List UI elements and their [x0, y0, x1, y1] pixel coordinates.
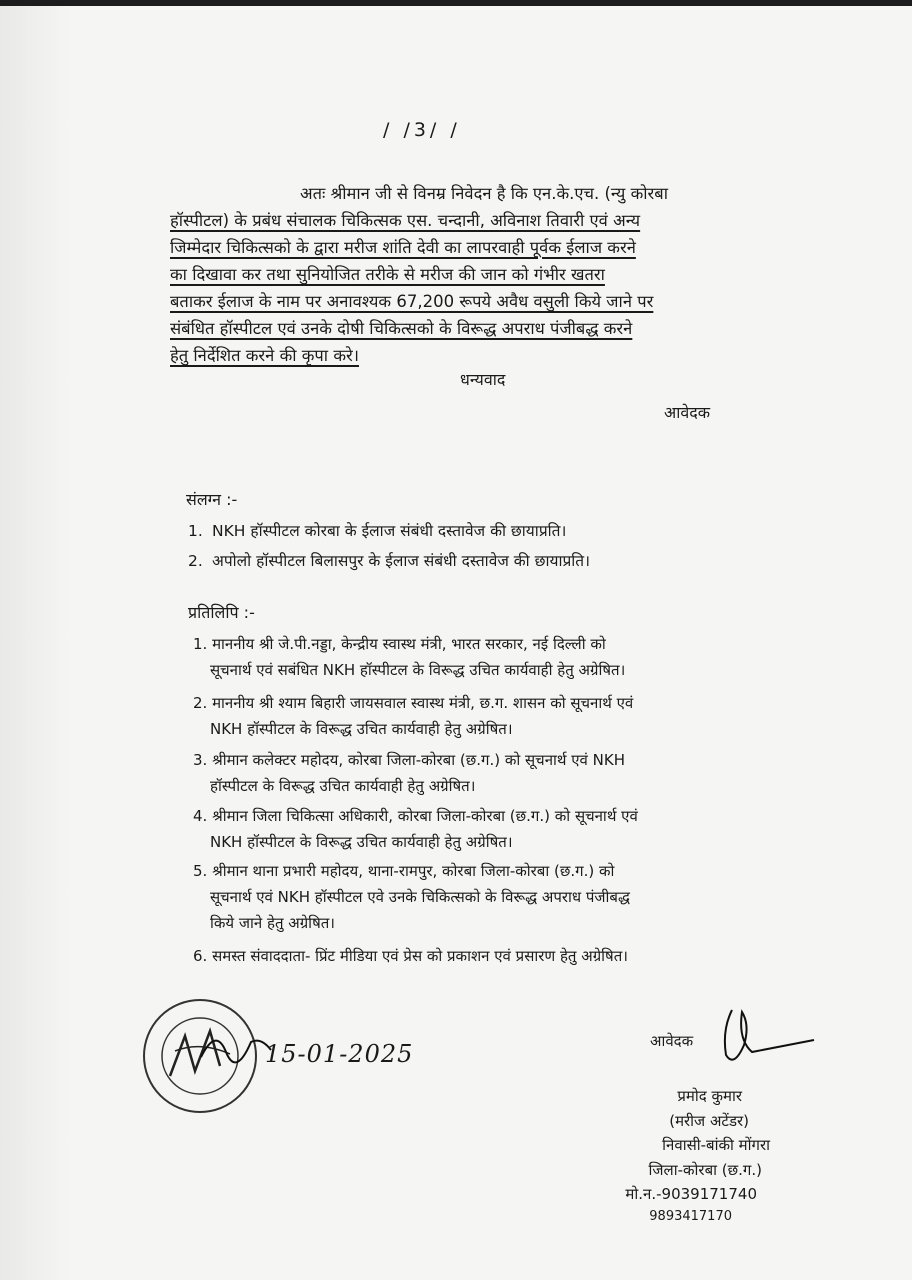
paragraph-line: हेतु निर्देशित करने की कृपा करे।: [170, 346, 359, 365]
attachment-item: 1. NKH हॉस्पीटल कोरबा के ईलाज संबंधी दस्तावेज की छायाप्रति।: [188, 522, 567, 540]
applicant-phone-1: मो.न.-9039171740: [625, 1185, 757, 1203]
applicant-address-1: निवासी-बांकी मोंगरा: [662, 1136, 770, 1154]
attachment-item: 2. अपोलो हॉस्पीटल बिलासपुर के ईलाज संबंधी दस्तावेज की छायाप्रति।: [188, 552, 591, 570]
paragraph-line: बताकर ईलाज के नाम पर अनावश्यक 67,200 रूपये अवैध वसुली किये जाने पर: [170, 292, 654, 311]
paragraph-line: संबंधित हॉस्पीटल एवं उनके दोषी चिकित्सको के विरूद्ध अपराध पंजीबद्ध करने: [170, 319, 633, 338]
thanks-text: धन्यवाद: [460, 370, 506, 389]
applicant-relation: (मरीज अटेंडर): [669, 1112, 749, 1130]
copy-item: 3. श्रीमान कलेक्टर महोदय, कोरबा जिला-कोरबा (छ.ग.) को सूचनार्थ एवं NKH हॉस्पीटल के विरूद्ध उचित कार्यवाही हेतु अग्रेषित।: [193, 751, 625, 795]
request-paragraph: [170, 180, 794, 369]
paragraph-line: हॉस्पीटल) के प्रबंध संचालक चिकित्सक एस. चन्दानी, अविनाश तिवारी एवं अन्य: [170, 211, 641, 230]
applicant-address-2: जिला-कोरबा (छ.ग.): [648, 1161, 762, 1179]
page-number: / /3/ /: [383, 119, 461, 141]
copy-item: 5. श्रीमान थाना प्रभारी महोदय, थाना-रामपुर, कोरबा जिला-कोरबा (छ.ग.) को सूचनार्थ एवं NKH हॉस्पीटल एवे उनके चिकित्सको के विरूद्ध अपराध पंजीबद्ध किये जाने हेतु अग्रेषित।: [193, 862, 630, 932]
paragraph-line: जिम्मेदार चिकित्सको के द्वारा मरीज शांति देवी का लापरवाही पूर्वक ईलाज करने: [170, 238, 636, 257]
stamp-date: 15-01-2025: [265, 1040, 414, 1068]
page-shadow: [0, 6, 70, 1280]
copy-item: 2. माननीय श्री श्याम बिहारी जायसवाल स्वास्थ मंत्री, छ.ग. शासन को सूचनार्थ एवं NKH हॉस्पीटल के विरूद्ध उचित कार्यवाही हेतु अग्रेषित।: [193, 694, 634, 738]
paragraph-line: अतः श्रीमान जी से विनम्र निवेदन है कि एन.के.एच. (न्यु कोरबा: [300, 184, 668, 203]
applicant-signature: [704, 1000, 824, 1070]
copy-item: 6. समस्त संवाददाता- प्रिंट मीडिया एवं प्रेस को प्रकाशन एवं प्रसारण हेतु अग्रेषित।: [193, 947, 628, 965]
copies-heading: प्रतिलिपि :-: [188, 603, 255, 622]
applicant-name: प्रमोद कुमार: [677, 1087, 742, 1105]
copy-item: 4. श्रीमान जिला चिकित्सा अधिकारी, कोरबा जिला-कोरबा (छ.ग.) को सूचनार्थ एवं NKH हॉस्पीटल के विरूद्ध उचित कार्यवाही हेतु अग्रेषित।: [193, 807, 638, 851]
applicant-label: आवेदक: [650, 1032, 694, 1050]
attachments-heading: संलग्न :-: [186, 490, 238, 509]
applicant-label-top: आवेदक: [664, 403, 711, 422]
receiver-signature: [196, 1022, 276, 1072]
paragraph-line: का दिखावा कर तथा सुनियोजित तरीके से मरीज की जान को गंभीर खतरा: [170, 265, 605, 284]
applicant-phone-2: 9893417170: [649, 1209, 732, 1224]
copy-item: 1. माननीय श्री जे.पी.नड्डा, केन्द्रीय स्वास्थ मंत्री, भारत सरकार, नई दिल्ली को सूचनार्थ एवं सबंधित NKH हॉस्पीटल के विरूद्ध उचित कार्यवाही हेतु अग्रेषित।: [193, 635, 626, 679]
